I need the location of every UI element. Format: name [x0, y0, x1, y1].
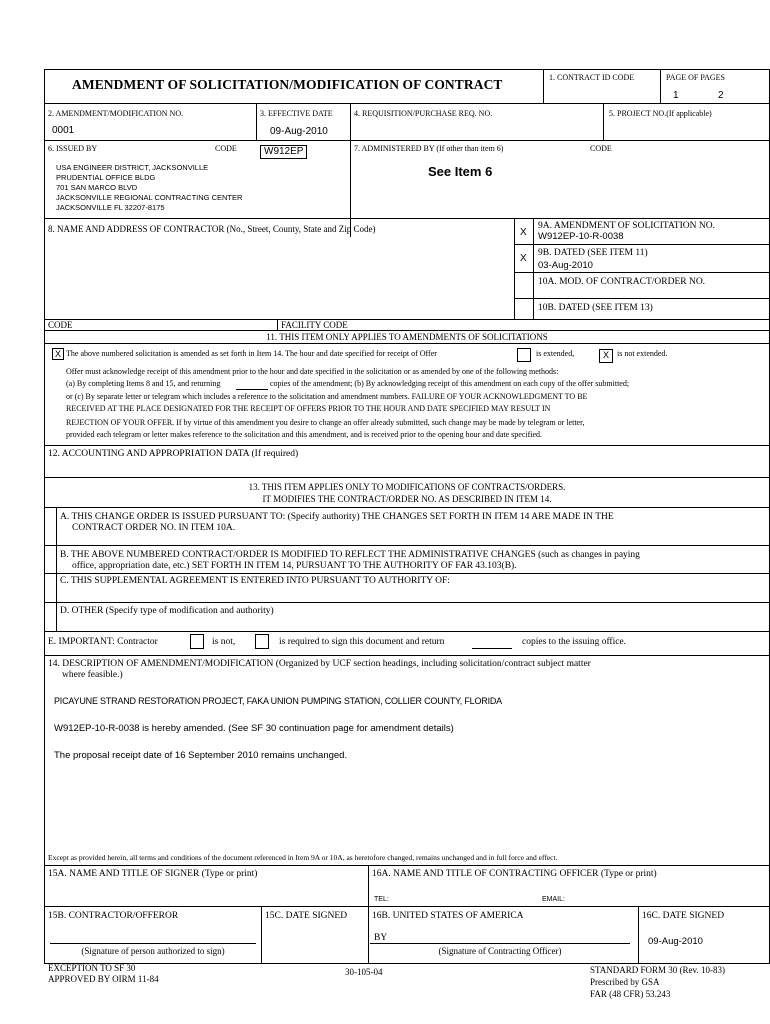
block9b-label: 9B. DATED (SEE ITEM 11) — [538, 248, 648, 258]
issued-by-address-line: USA ENGINEER DISTRICT, JACKSONVILLE — [56, 163, 209, 172]
block5-label: 5. PROJECT NO.(If applicable) — [609, 109, 712, 118]
divider — [256, 103, 257, 140]
divider — [44, 343, 770, 344]
contractor-code-label: CODE — [48, 320, 73, 330]
item13d-text: D. OTHER (Specify type of modification and authority) — [60, 606, 274, 616]
extended-checkbox[interactable] — [517, 348, 531, 362]
issued-by-address-line: JACKSONVILLE REGIONAL CONTRACTING CENTER — [56, 193, 243, 202]
effective-date[interactable]: 09-Aug-2010 — [270, 126, 328, 137]
divider — [44, 573, 770, 574]
item16c-label: 16C. DATE SIGNED — [642, 911, 725, 921]
item13-heading: 13. THIS ITEM APPLIES ONLY TO MODIFICATIONS OF CONTRACTS/ORDERS. — [248, 482, 566, 492]
divider — [261, 906, 262, 964]
item11-paragraph-line: Offer must acknowledge receipt of this amendment prior to the hour and date specified in the solicitation or as amended by one of the following methods: — [66, 367, 559, 376]
extended-label: is extended, — [536, 349, 575, 358]
divider — [56, 507, 57, 631]
item13b-text: B. THE ABOVE NUMBERED CONTRACT/ORDER IS MODIFIED TO REFLECT THE ADMINISTRATIVE CHANGES (such as changes in paying — [60, 550, 640, 560]
divider — [44, 545, 770, 546]
divider — [44, 445, 770, 446]
divider — [44, 477, 770, 478]
block10b-label: 10B. DATED (SEE ITEM 13) — [538, 303, 653, 313]
block7-label: 7. ADMINISTERED BY (If other than item 6) — [354, 144, 504, 153]
officer-signature-caption: (Signature of Contracting Officer) — [438, 946, 562, 956]
contractor-signature-caption: (Signature of person authorized to sign) — [81, 946, 225, 956]
divider — [514, 218, 515, 320]
item14-footer: Except as provided herein, all terms and conditions of the document referenced in Item 9A or 10A, as heretofore changed, remains unchanged and in full force and effect. — [48, 853, 558, 862]
item15a-label: 15A. NAME AND TITLE OF SIGNER (Type or print) — [48, 869, 258, 879]
block9a-label: 9A. AMENDMENT OF SOLICITATION NO. — [538, 221, 715, 231]
divider — [44, 655, 770, 656]
page-number: 1 — [673, 90, 679, 101]
facility-code-label: FACILITY CODE — [281, 320, 348, 330]
divider — [44, 631, 770, 632]
issued-by-address-line: JACKSONVILLE FL 32207-8175 — [56, 203, 165, 212]
item11-paragraph-line: RECEIVED AT THE PLACE DESIGNATED FOR THE RECEIPT OF OFFERS PRIOR TO THE HOUR AND DATE SPECIFIED MAY RESULT IN — [66, 404, 551, 413]
divider — [277, 319, 278, 330]
block6-code-label: CODE — [215, 144, 237, 153]
divider — [514, 272, 770, 273]
divider — [514, 298, 770, 299]
divider — [44, 507, 770, 508]
item11-paragraph-line: (a) By completing Items 8 and 15, and returning — [66, 379, 221, 388]
item11-text: The above numbered solicitation is amended as set forth in Item 14. The hour and date specified for receipt of Offer — [66, 349, 437, 358]
item12-label: 12. ACCOUNTING AND APPROPRIATION DATA (If required) — [48, 449, 299, 459]
copies-blank[interactable] — [236, 389, 268, 390]
footer-far: FAR (48 CFR) 53.243 — [590, 989, 671, 999]
by-label: BY — [374, 933, 388, 943]
divider — [533, 218, 534, 320]
item11-check[interactable]: X — [52, 348, 64, 360]
divider — [660, 69, 661, 103]
not-extended-checkbox[interactable]: X — [599, 349, 613, 363]
divider — [44, 218, 770, 219]
block10a-label: 10A. MOD. OF CONTRACT/ORDER NO. — [538, 277, 706, 287]
divider — [368, 865, 369, 964]
item11-paragraph-line: REJECTION OF YOUR OFFER. If by virtue of this amendment you desire to change an offer already submitted, such change may be made by telegram or letter, — [66, 418, 585, 427]
description-line: W912EP-10-R-0038 is hereby amended. (See SF 30 continuation page for amendment details) — [54, 723, 454, 734]
issued-by-address-line: PRUDENTIAL OFFICE BLDG — [56, 173, 156, 182]
item13a-text-cont: CONTRACT ORDER NO. IN ITEM 10A. — [72, 523, 236, 533]
divider — [603, 103, 604, 140]
block7-code-label: CODE — [590, 144, 612, 153]
item13-subheading: IT MODIFIES THE CONTRACT/ORDER NO. AS DESCRIBED IN ITEM 14. — [262, 494, 552, 504]
description-line: PICAYUNE STRAND RESTORATION PROJECT, FAKA UNION PUMPING STATION, COLLIER COUNTY, FLORIDA — [54, 696, 502, 706]
tel-label: TEL: — [374, 896, 389, 903]
issued-by-address-line: 701 SAN MARCO BLVD — [56, 183, 138, 192]
is-not-checkbox[interactable] — [190, 634, 204, 649]
item11-paragraph-line: provided each telegram or letter makes reference to the solicitation and this amendment, and is received prior to the opening hour and date specified. — [66, 430, 543, 439]
officer-signature-line[interactable] — [370, 943, 630, 944]
block6-label: 6. ISSUED BY — [48, 144, 98, 153]
divider — [638, 906, 639, 964]
item11-paragraph-line: or (c) By separate letter or telegram which includes a reference to the solicitation and amendment numbers. FAILURE OF YOUR ACKNOWLEDGMENT TO BE — [66, 392, 588, 401]
footer-approved: APPROVED BY OIRM 11-84 — [48, 974, 159, 984]
solicitation-date[interactable]: 03-Aug-2010 — [538, 260, 593, 271]
administered-by-value: See Item 6 — [428, 164, 493, 179]
item11-heading: 11. THIS ITEM ONLY APPLIES TO AMENDMENTS OF SOLICITATIONS — [266, 332, 548, 342]
page-count: 2 — [718, 90, 724, 101]
divider — [44, 319, 770, 320]
solicitation-number[interactable]: W912EP-10-R-0038 — [538, 231, 624, 242]
amendment-number[interactable]: 0001 — [52, 125, 75, 136]
is-required-checkbox[interactable] — [255, 634, 269, 649]
contractor-signature-line[interactable] — [50, 943, 256, 944]
block3-label: 3. EFFECTIVE DATE — [260, 109, 333, 118]
item15b-label: 15B. CONTRACTOR/OFFEROR — [48, 911, 179, 921]
item11-paragraph-line: copies of the amendment; (b) By acknowledging receipt of this amendment on each copy of the offer submitted; — [270, 379, 630, 388]
item15c-label: 15C. DATE SIGNED — [265, 911, 348, 921]
divider — [44, 103, 770, 104]
item13b-text-cont: office, appropriation date, etc.) SET FORTH IN ITEM 14, PURSUANT TO THE AUTHORITY OF FAR 43.103(B). — [72, 561, 517, 571]
divider — [350, 103, 351, 237]
item14-label-cont: where feasible.) — [62, 670, 123, 680]
email-label: EMAIL: — [542, 896, 565, 903]
divider — [44, 906, 770, 907]
item16a-label: 16A. NAME AND TITLE OF CONTRACTING OFFICER (Type or print) — [372, 869, 657, 879]
item13c-text: C. THIS SUPPLEMENTAL AGREEMENT IS ENTERED INTO PURSUANT TO AUTHORITY OF: — [60, 576, 450, 586]
issued-by-code[interactable]: W912EP — [260, 145, 307, 159]
block9b-check[interactable]: X — [520, 253, 527, 264]
footer-prescribed: Prescribed by GSA — [590, 977, 660, 987]
item14-label: 14. DESCRIPTION OF AMENDMENT/MODIFICATION (Organized by UCF section headings, including solicitation/contract subject matter — [48, 659, 591, 669]
form-title: AMENDMENT OF SOLICITATION/MODIFICATION OF CONTRACT — [72, 77, 503, 92]
block1-label: 1. CONTRACT ID CODE — [549, 73, 635, 82]
is-not-label: is not, — [212, 637, 236, 647]
divider — [44, 330, 770, 331]
description-line: The proposal receipt date of 16 September 2010 remains unchanged. — [54, 750, 348, 761]
copies-count-blank[interactable] — [472, 648, 512, 649]
important-label: E. IMPORTANT: Contractor — [48, 637, 158, 647]
footer-standard-form: STANDARD FORM 30 (Rev. 10-83) — [590, 965, 725, 975]
footer-exception: EXCEPTION TO SF 30 — [48, 963, 136, 973]
divider — [44, 865, 770, 866]
footer-form-code: 30-105-04 — [345, 967, 383, 977]
officer-date-signed[interactable]: 09-Aug-2010 — [648, 936, 703, 947]
copies-label: copies to the issuing office. — [522, 637, 627, 647]
not-extended-label: is not extended. — [617, 349, 668, 358]
is-required-label: is required to sign this document and return — [279, 637, 445, 647]
item13a-text: A. THIS CHANGE ORDER IS ISSUED PURSUANT TO: (Specify authority) THE CHANGES SET FORTH IN ITEM 14 ARE MADE IN THE — [60, 512, 614, 522]
item16b-label: 16B. UNITED STATES OF AMERICA — [372, 911, 524, 921]
divider — [543, 69, 544, 103]
pages-label: PAGE OF PAGES — [666, 73, 725, 82]
block2-label: 2. AMENDMENT/MODIFICATION NO. — [48, 109, 184, 118]
divider — [44, 602, 770, 603]
block4-label: 4. REQUISITION/PURCHASE REQ. NO. — [354, 109, 493, 118]
divider — [514, 244, 770, 245]
block8-label: 8. NAME AND ADDRESS OF CONTRACTOR (No., Street, County, State and Zip Code) — [48, 224, 376, 234]
divider — [44, 140, 770, 141]
block9a-check[interactable]: X — [520, 227, 527, 238]
